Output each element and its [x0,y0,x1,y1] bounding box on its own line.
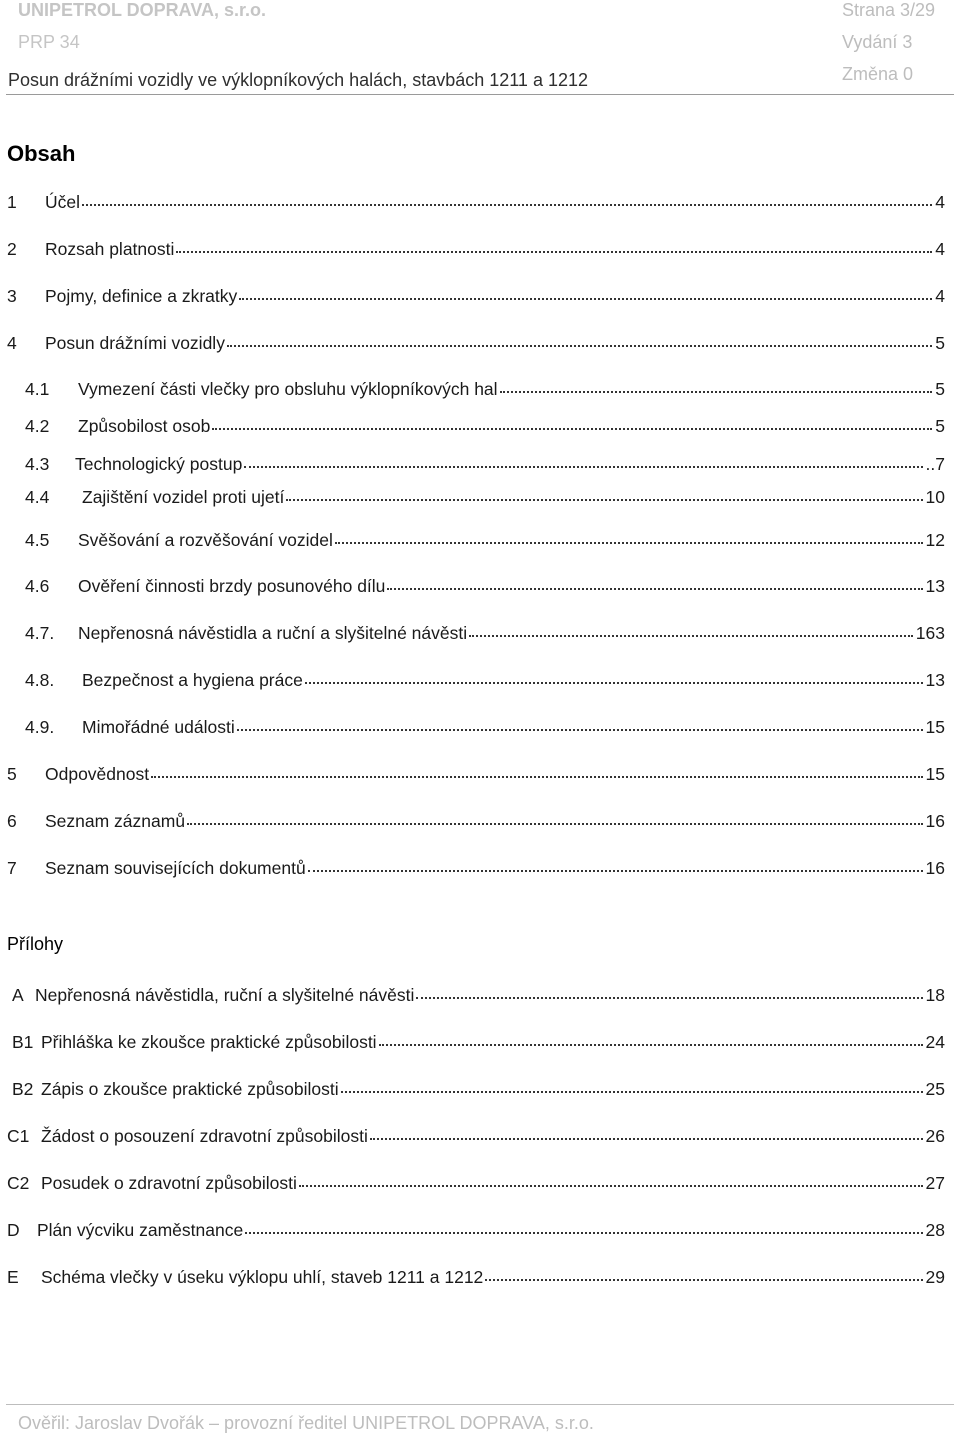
appendix-entry[interactable] [12,981,945,1005]
entry-number: 4.1 [25,379,50,399]
entry-page-number: 5 [935,333,945,353]
toc-entry[interactable] [7,760,945,784]
document-title: Posun drážními vozidly ve výklopníkových halách, stavbách 1211 a 1212 [8,70,588,90]
footer-divider [6,1404,954,1405]
entry-number: 2 [7,239,17,259]
entry-page-number: 13 [925,576,945,596]
entry-title: Účel [45,192,81,212]
edition-number: Vydání 3 [842,32,913,52]
entry-page-number: 4 [935,239,945,259]
entry-number: B2 [12,1079,34,1099]
toc-entry[interactable] [25,572,945,596]
entry-title: Svěšování a rozvěšování vozidel [78,530,333,550]
toc-entry[interactable] [25,483,945,507]
dot-leader [176,233,932,253]
entry-title: Posudek o zdravotní způsobilosti [41,1173,297,1193]
entry-title: Pojmy, definice a zkratky [45,286,238,306]
entry-number: A [12,985,24,1005]
entry-title: Zápis o zkoušce praktické způsobilosti [41,1079,339,1099]
toc-entry[interactable] [25,619,945,643]
entry-title: Odpovědnost [45,764,150,784]
entry-page-number: 25 [925,1079,945,1099]
appendix-entry[interactable] [7,1122,945,1146]
entry-title: Vymezení části vlečky pro obsluhu výklopníkových hal [78,379,498,399]
entry-page-number: 13 [925,670,945,690]
entry-title: Žádost o posouzení zdravotní způsobilosti [41,1126,368,1146]
entry-number: D [7,1220,20,1240]
entry-number: 4.3 [25,454,50,474]
dot-leader [151,758,922,778]
entry-page-number: 5 [935,416,945,436]
entry-title: Bezpečnost a hygiena práce [82,670,303,690]
entry-number: 4.7. [25,623,55,643]
entry-title: Seznam souvisejících dokumentů [45,858,306,878]
footer-verified-by: Ověřil: Jaroslav Dvořák – provozní ředitel UNIPETROL DOPRAVA, s.r.o. [18,1413,594,1433]
appendix-entry[interactable] [12,1028,945,1052]
toc-entry[interactable] [25,412,945,436]
appendices-heading: Přílohy [7,934,64,954]
entry-page-number: 26 [925,1126,945,1146]
entry-page-number: 24 [925,1032,945,1052]
dot-leader [341,1073,923,1093]
dot-leader [245,1214,922,1234]
entry-title: Ověření činnosti brzdy posunového dílu [78,576,386,596]
entry-title: Posun drážními vozidly [45,333,225,353]
toc-entry[interactable] [25,526,945,550]
entry-page-number: 27 [925,1173,945,1193]
entry-number: C1 [7,1126,30,1146]
entry-number: 5 [7,764,17,784]
toc-entry[interactable] [7,282,945,306]
dot-leader [308,852,923,872]
appendix-entry[interactable] [7,1263,945,1287]
entry-title: Mimořádné události [82,717,235,737]
entry-page-number: 15 [925,717,945,737]
entry-page-number: 15 [925,764,945,784]
dot-leader [370,1120,923,1140]
dot-leader [469,617,913,637]
dot-leader [82,186,932,206]
dot-leader [286,481,922,501]
entry-page-number: 4 [935,192,945,212]
dot-leader [416,979,922,999]
dot-leader [212,410,932,430]
entry-number: 7 [7,858,17,878]
entry-page-number: 16 [925,858,945,878]
toc-entry[interactable] [25,713,945,737]
toc-heading: Obsah [7,141,76,166]
entry-number: 4.9. [25,717,55,737]
entry-number: 1 [7,192,17,212]
dot-leader [485,1261,922,1281]
entry-number: C2 [7,1173,30,1193]
entry-title: Nepřenosná návěstidla a ruční a slyšitelné návěsti [78,623,468,643]
entry-page-number: 4 [935,286,945,306]
appendix-entry[interactable] [7,1169,945,1193]
entry-title: Přihláška ke zkoušce praktické způsobilosti [41,1032,377,1052]
change-number: Změna 0 [842,64,914,84]
dot-leader [305,664,923,684]
entry-page-number: ..7 [925,454,945,474]
toc-entry[interactable] [25,666,945,690]
entry-page-number: 5 [935,379,945,399]
entry-page-number: 29 [925,1267,945,1287]
entry-page-number: 163 [915,623,945,643]
entry-number: 4 [7,333,17,353]
dot-leader [244,448,922,468]
entry-number: 4.8. [25,670,55,690]
entry-title: Způsobilost osob [78,416,211,436]
company-name: UNIPETROL DOPRAVA, s.r.o. [18,0,267,20]
entry-number: 4.2 [25,416,50,436]
dot-leader [237,711,923,731]
dot-leader [335,524,923,544]
entry-title: Nepřenosná návěstidla, ruční a slyšitelné návěsti [35,985,415,1005]
toc-entry[interactable] [7,188,945,212]
appendix-entry[interactable] [12,1075,945,1099]
appendix-entry[interactable] [7,1216,945,1240]
dot-leader [500,373,933,393]
entry-title: Plán výcviku zaměstnance [37,1220,244,1240]
page-number: Strana 3/29 [842,0,936,20]
toc-entry[interactable] [7,854,945,878]
entry-title: Schéma vlečky v úseku výklopu uhlí, staveb 1211 a 1212 [41,1267,484,1287]
entry-number: 3 [7,286,17,306]
entry-title: Technologický postup [75,454,243,474]
toc-entry[interactable] [25,450,945,474]
dot-leader [187,805,922,825]
entry-page-number: 28 [925,1220,945,1240]
dot-leader [239,280,932,300]
entry-number: 4.6 [25,576,50,596]
entry-title: Rozsah platnosti [45,239,175,259]
entry-title: Seznam záznamů [45,811,186,831]
toc-entry[interactable] [7,807,945,831]
dot-leader [379,1026,923,1046]
entry-title: Zajištění vozidel proti ujetí [82,487,285,507]
entry-page-number: 12 [925,530,945,550]
toc-entry[interactable] [25,375,945,399]
toc-entry[interactable] [7,235,945,259]
entry-page-number: 16 [925,811,945,831]
entry-number: 4.4 [25,487,50,507]
dot-leader [387,570,922,590]
entry-page-number: 18 [925,985,945,1005]
entry-number: E [7,1267,19,1287]
entry-number: 4.5 [25,530,50,550]
entry-number: 6 [7,811,17,831]
document-code: PRP 34 [18,32,80,52]
dot-leader [299,1167,923,1187]
toc-entry[interactable] [7,329,945,353]
entry-page-number: 10 [925,487,945,507]
dot-leader [227,327,932,347]
entry-number: B1 [12,1032,34,1052]
